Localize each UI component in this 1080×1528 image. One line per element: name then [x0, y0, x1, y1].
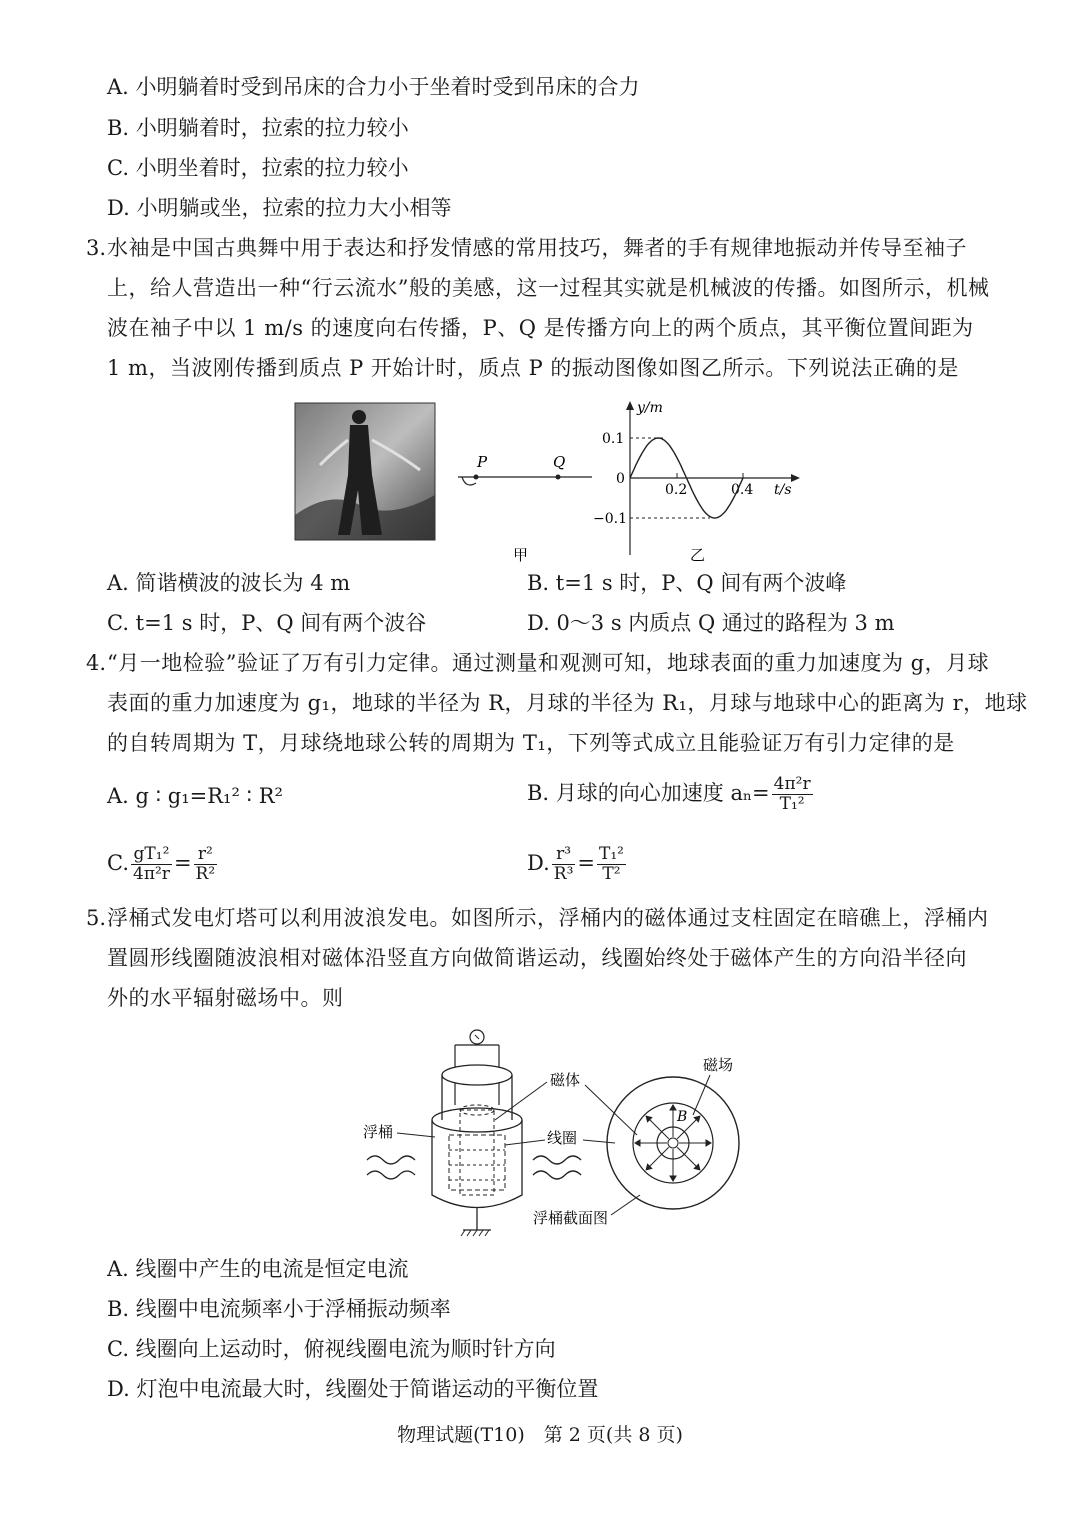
field-arrow-head [706, 1140, 711, 1146]
q4-option-b-prefix: B. 月球的向心加速度 aₙ= [527, 781, 770, 805]
q4-option-a: A. g ∶ g₁=R₁² ∶ R² [107, 784, 283, 808]
q3-option-d: D. 0～3 s 内质点 Q 通过的路程为 3 m [527, 611, 895, 635]
q3-line-1: 水袖是中国古典舞中用于表达和抒发情感的常用技巧，舞者的手有规律地振动并传导至袖子 [107, 236, 967, 260]
q4-option-c-prefix: C. [107, 851, 129, 875]
q4-option-c [107, 845, 219, 884]
q4-option-c-num2: r² [194, 845, 218, 865]
q4-option-d-fraction-2 [597, 845, 626, 884]
q5-figure [355, 1025, 755, 1245]
q5-line-3: 外的水平辐射磁场中。则 [107, 986, 344, 1010]
q4-option-d-prefix: D. [527, 851, 550, 875]
field-arrow-head [670, 1176, 676, 1181]
label-magnet: 磁体 [550, 1071, 581, 1089]
q4-option-c-num1: gT₁² [131, 845, 172, 865]
q4-option-d-den1: R³ [553, 864, 574, 884]
graph-x-label: t/s [774, 482, 792, 498]
q3-line-4: 1 m，当波刚传播到质点 P 开始计时，质点 P 的振动图像如图乙所示。下列说法正确的是 [107, 356, 959, 380]
q5-number: 5. [86, 906, 107, 930]
q4-option-b-fraction [772, 775, 813, 814]
graph-tick-0-4: 0.4 [731, 482, 754, 498]
q2-option-b: B. 小明躺着时，拉索的拉力较小 [107, 116, 409, 140]
q4-option-b-den: T₁² [779, 794, 805, 814]
label-float: 浮桶 [363, 1123, 394, 1141]
q3-number: 3. [86, 236, 107, 260]
fig-jia-label: 甲 [513, 546, 529, 564]
q3-line-2: 上，给人营造出一种“行云流水”般的美感，这一过程其实就是机械波的传播。如图所示，机械 [107, 276, 990, 300]
q4-option-b [527, 775, 815, 814]
float-body [432, 1120, 522, 1208]
graph-y-top: 0.1 [602, 431, 625, 447]
q5-option-b: B. 线圈中电流频率小于浮桶振动频率 [107, 1297, 451, 1321]
label-b: B [677, 1109, 688, 1125]
graph-y-bottom: −0.1 [593, 511, 627, 527]
q2-option-d: D. 小明躺或坐，拉索的拉力大小相等 [107, 196, 452, 220]
field-arrow-head [670, 1105, 676, 1110]
fig-yi-label: 乙 [690, 546, 706, 564]
q4-option-d-fraction-1 [552, 845, 576, 884]
q3-line-3: 波在袖子中以 1 m/s 的速度向右传播，P、Q 是传播方向上的两个质点，其平衡位置间距为 [107, 316, 974, 340]
q5-line-1: 浮桶式发电灯塔可以利用波浪发电。如图所示，浮桶内的磁体通过支柱固定在暗礁上，浮桶内 [107, 906, 989, 930]
q5-option-d: D. 灯泡中电流最大时，线圈处于简谐运动的平衡位置 [107, 1377, 599, 1401]
point-q-dot [556, 475, 561, 480]
q4-option-c-den1: 4π²r [133, 864, 170, 884]
point-p-label: P [477, 453, 488, 471]
q4-option-d-num2: T₁² [599, 844, 624, 864]
q4-option-c-den2: R² [195, 864, 216, 884]
field-arrows [635, 1105, 711, 1181]
q4-option-c-fraction-1 [131, 845, 172, 884]
label-field: 磁场 [703, 1056, 734, 1074]
coil-shape [449, 1135, 505, 1190]
q4-option-b-num: 4π²r [773, 774, 811, 794]
point-q-label: Q [553, 453, 566, 471]
graph-y-label: y/m [637, 400, 663, 416]
page-footer: 物理试题(T10) 第 2 页(共 8 页) [397, 1424, 683, 1446]
q4-line-1: “月一地检验”验证了万有引力定律。通过测量和观测可知，地球表面的重力加速度为 g，月球 [107, 651, 990, 675]
label-section: 浮桶截面图 [533, 1209, 609, 1227]
q4-option-d [527, 845, 628, 884]
q4-line-3: 的自转周期为 T，月球绕地球公转的周期为 T₁，下列等式成立且能验证万有引力定律的是 [107, 731, 955, 755]
q3-option-b: B. t=1 s 时，P、Q 间有两个波峰 [527, 571, 847, 595]
q4-option-d-den2: T² [602, 864, 621, 884]
q5-line-2: 置圆形线圈随波浪相对磁体沿竖直方向做简谐运动，线圈始终处于磁体产生的方向沿半径向 [107, 946, 967, 970]
q4-option-d-eq: = [577, 851, 595, 875]
graph-tick-0-2: 0.2 [665, 482, 688, 498]
q3-option-c: C. t=1 s 时，P、Q 间有两个波谷 [107, 611, 427, 635]
q5-option-c: C. 线圈向上运动时，俯视线圈电流为顺时针方向 [107, 1337, 556, 1361]
q2-option-c: C. 小明坐着时，拉索的拉力较小 [107, 156, 409, 180]
q4-option-c-eq: = [173, 851, 192, 875]
field-arrow-head [635, 1140, 640, 1146]
q3-option-a: A. 简谐横波的波长为 4 m [107, 571, 351, 595]
q2-option-a: A. 小明躺着时受到吊床的合力小于坐着时受到吊床的合力 [107, 75, 640, 99]
magnet-shape [460, 1110, 494, 1195]
wave-left-1 [367, 1156, 415, 1164]
point-p-dot [474, 475, 479, 480]
q4-option-c-fraction-2 [194, 845, 218, 884]
wave-right-1 [533, 1156, 581, 1164]
graph-origin: 0 [616, 471, 625, 487]
q5-option-a: A. 线圈中产生的电流是恒定电流 [107, 1257, 409, 1281]
label-coil: 线圈 [547, 1129, 578, 1147]
q4-option-d-num1: r³ [552, 845, 576, 865]
q4-line-2: 表面的重力加速度为 g₁，地球的半径为 R，月球的半径为 R₁，月球与地球中心的距离为 r，地球 [107, 691, 1028, 715]
q4-number: 4. [86, 651, 107, 675]
section-outer-circle [607, 1077, 739, 1209]
q3-figures [290, 395, 810, 570]
